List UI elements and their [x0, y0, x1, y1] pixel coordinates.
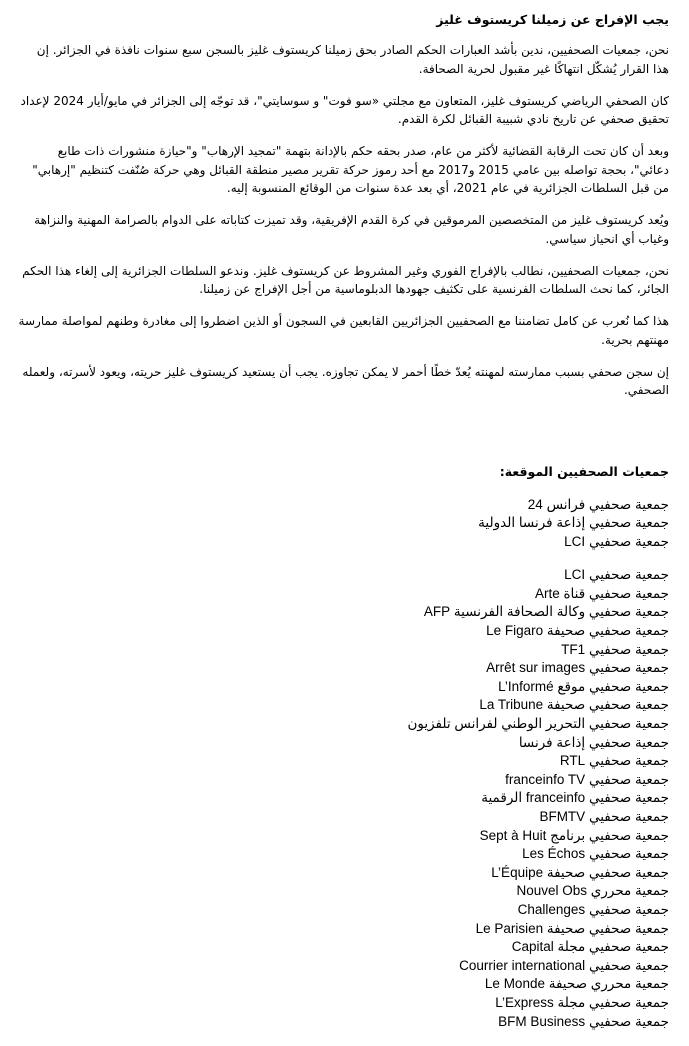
paragraph: هذا كما نُعرب عن كامل تضامننا مع الصحفيين الجزائريين القابعين في السجون أو الذين اضطروا إلى مغادرة وطنهم لمواصلة ممارسة مهنتهم بحرية. [18, 314, 669, 347]
signatory-item: جمعية صحفيي Challenges [517, 901, 669, 917]
signatory-item: جمعية صحفيي مجلة L’Express [495, 994, 669, 1010]
body-paragraphs [18, 41, 669, 400]
signatory-item: جمعية صحفيي TF1 [561, 641, 669, 657]
signatories-group-2 [18, 566, 669, 1031]
signatory-item: جمعية صحفيي LCI [564, 567, 669, 583]
signatory-item: جمعية صحفيي Arrêt sur images [486, 660, 669, 676]
signatory-item: جمعية صحفيي franceinfo TV [505, 771, 669, 787]
signatory-item: جمعية صحفيي التحرير الوطني لفرانس تلفزيون [407, 716, 669, 732]
signatories-group-1 [18, 496, 669, 552]
paragraph: إن سجن صحفي بسبب ممارسته لمهنته يُعدّ خطًا أحمر لا يمكن تجاوزه. يجب أن يستعيد كريستوف غليز حريته، ويعود لأسرته، ولعمله الصحفي. [22, 364, 669, 397]
signatory-item: جمعية صحفيي إذاعة فرنسا الدولية [478, 515, 669, 531]
signatory-item: جمعية صحفيي LCI [564, 533, 669, 549]
paragraph: ويُعد كريستوف غليز من المتخصصين المرموقين في كرة القدم الإفريقية، وقد تميزت كتاباته على الدوام بالصرامة المهنية والنزاهة وغياب أي انحياز سياسي. [34, 213, 669, 246]
paragraph: نحن، جمعيات الصحفيين، نطالب بالإفراج الفوري وغير المشروط عن كريستوف غليز. وندعو السلطات الجزائرية إلى إلغاء هذا الحكم الجائر، كما نحث السلطات الفرنسية على تكثيف جهودها الدبلوماسية من أجل الإفراج عن زميلنا. [22, 263, 669, 296]
signatories-heading: جمعيات الصحفيين الموقعة: [499, 463, 669, 479]
paragraph: نحن، جمعيات الصحفيين، ندين بأشد العبارات الحكم الصادر بحق زميلنا كريستوف غليز بالسجن سبع سنوات نافذة في الجزائر. إن هذا القرار يُشكّل انتهاكًا غير مقبول لحرية الصحافة. [36, 43, 669, 76]
signatory-item: جمعية صحفيي موقع L’Informé [498, 678, 669, 694]
document-title: يجب الإفراج عن زميلنا كريستوف غليز [436, 12, 669, 27]
signatory-item: جمعية صحفيي BFM Business [498, 1013, 669, 1029]
signatory-item: جمعية صحفيي RTL [559, 753, 669, 769]
signatory-item: جمعية صحفيي صحيفة Le Parisien [475, 920, 669, 936]
signatory-item: جمعية صحفيي وكالة الصحافة الفرنسية AFP [423, 604, 669, 620]
signatory-item: جمعية صحفيي برنامج Sept à Huit [479, 827, 669, 843]
signatory-item: جمعية صحفيي franceinfo الرقمية [481, 790, 669, 806]
document [18, 10, 669, 1046]
signatory-item: جمعية صحفيي صحيفة L’Équipe [491, 864, 669, 880]
signatory-item: جمعية محرري صحيفة Le Monde [484, 976, 669, 992]
signatory-item: جمعية محرري Nouvel Obs [516, 883, 669, 899]
signatory-item: جمعية صحفيي صحيفة La Tribune [479, 697, 669, 713]
signatory-item: جمعية صحفيي Courrier international [459, 957, 669, 973]
signatory-item: جمعية صحفيي مجلة Capital [511, 939, 669, 955]
signatory-item: جمعية صحفيي قناة Arte [534, 585, 669, 601]
signatory-item: جمعية صحفيي إذاعة فرنسا [518, 734, 669, 750]
signatory-item: جمعية صحفيي BFMTV [539, 809, 669, 824]
signatory-item: جمعية صحفيي Les Échos [522, 846, 669, 862]
paragraph: وبعد أن كان تحت الرقابة القضائية لأكثر من عام، صدر بحقه حكم بالإدانة بتهمة "تمجيد الإرهاب" و"حيازة منشورات ذات طابع دعائي"، بحجة تواصله بين عامي 2015 و2017 مع أحد رموز حركة تقرير مصير منطقة القبائل وهي حركة صُنّفت كتنظيم "إرهابي" من قبل السلطات الجزائرية في عام 2021، أي بعد عدة سنوات من الوقائع المنسوبة إليه. [32, 144, 669, 195]
paragraph: كان الصحفي الرياضي كريستوف غليز، المتعاون مع مجلتي «سو فوت" و سوسايتي"، قد توجّه إلى الجزائر في مايو/أيار 2024 لإعداد تحقيق صحفي عن تاريخ نادي شبيبة القبائل لكرة القدم. [20, 93, 669, 126]
signatory-item: جمعية صحفيي فرانس 24 [527, 496, 669, 512]
signatory-item: جمعية صحفيي صحيفة Le Figaro [486, 623, 669, 639]
